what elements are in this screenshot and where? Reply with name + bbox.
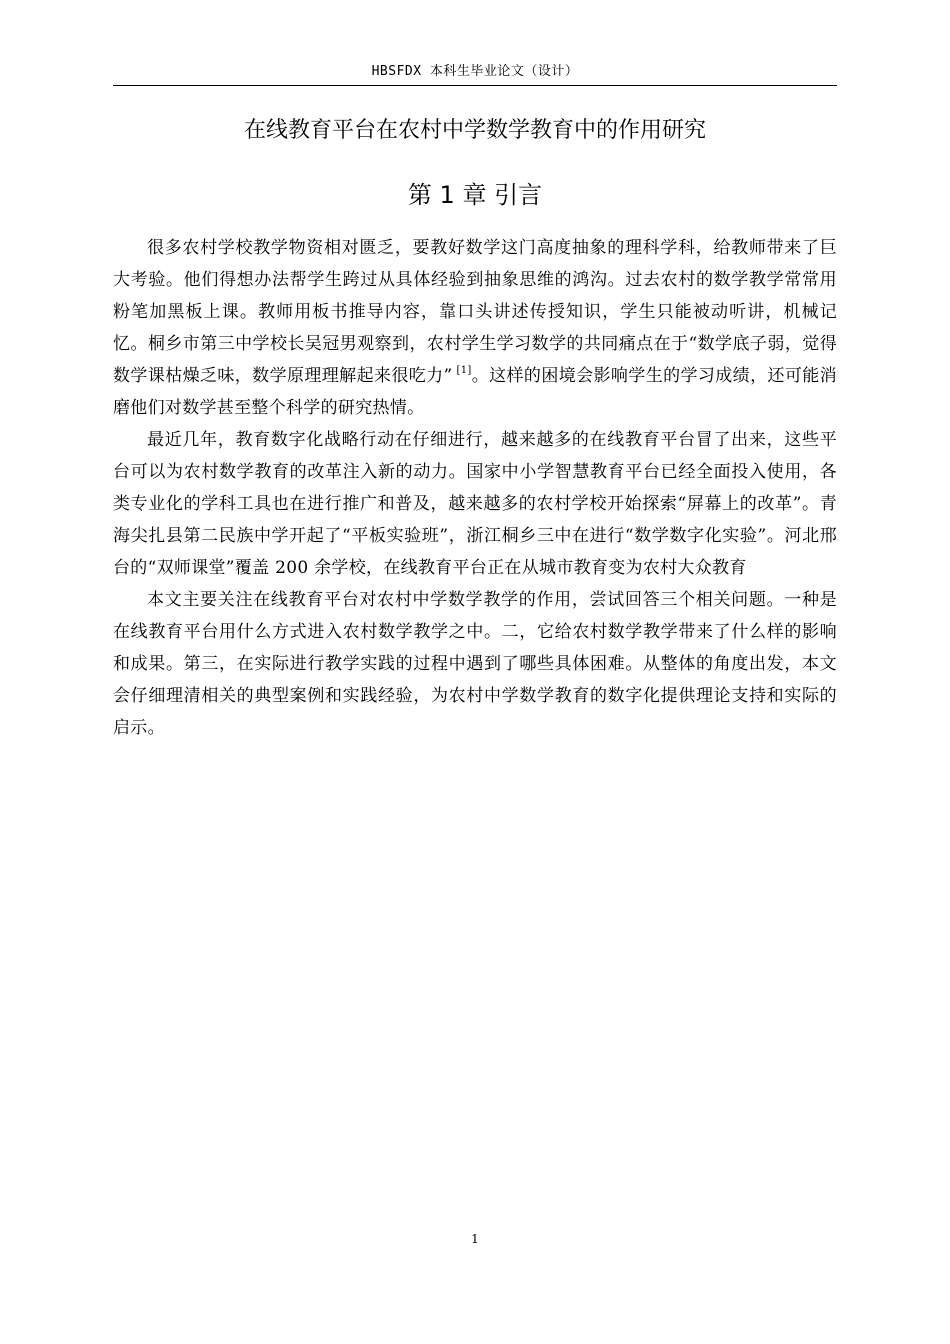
page-number: 1 <box>471 1232 479 1246</box>
chapter-heading: 第 1 章 引言 <box>407 181 543 209</box>
header-divider <box>113 85 837 86</box>
paragraph-2: 最近几年，教育数字化战略行动在仔细进行，越来越多的在线教育平台冒了出来，这些平台可以为农村数学教育的改革注入新的动力。国家中小学智慧教育平台已经全面投入使用，各类专业化的学科工具也在进行推广和普及，越来越多的农村学校开始探索“屏幕上的改革”。青海尖扎县第二民族中学开起了“平板实验班”，浙江桐乡三中在进行“数学数字化实验”。河北邢台的“双师课堂”覆盖 200 余学校，在线教育平台正在从城市教育变为农村大众教育 <box>113 430 837 578</box>
paragraph-1-continuation: 。这样的困境会影响学生的学习成绩，还可能消磨他们对数学甚至整个科学的研究热情。 <box>113 366 837 418</box>
body-text <box>113 232 837 744</box>
paragraph-3: 本文主要关注在线教育平台对农村中学数学教学的作用，尝试回答三个相关问题。一种是在线教育平台用什么方式进入农村数学教学之中。二，它给农村数学教学带来了什么样的影响和成果。第三，在实际进行教学实践的过程中遇到了哪些具体困难。从整体的角度出发，本文会仔细理清相关的典型案例和实践经验，为农村中学数学教育的数字化提供理论支持和实际的启示。 <box>113 590 837 738</box>
citation-reference: [1] <box>456 365 472 376</box>
document-title: 在线教育平台在农村中学数学教育中的作用研究 <box>243 118 706 143</box>
running-header: HBSFDX 本科生毕业论文（设计） <box>371 64 579 79</box>
paragraph-1-text: 很多农村学校教学物资相对匮乏，要教好数学这门高度抽象的理科学科，给教师带来了巨大考验。他们得想办法帮学生跨过从具体经验到抽象思维的鸿沟。过去农村的数学教学常常用粉笔加黑板上课。教师用板书推导内容，靠口头讲述传授知识，学生只能被动听讲，机械记忆。桐乡市第三中学校长吴冠男观察到，农村学生学习数学的共同痛点在于“数学底子弱，觉得数学课枯燥乏味，数学原理理解起来很吃力” <box>113 238 837 386</box>
paragraph-1 <box>113 232 837 424</box>
